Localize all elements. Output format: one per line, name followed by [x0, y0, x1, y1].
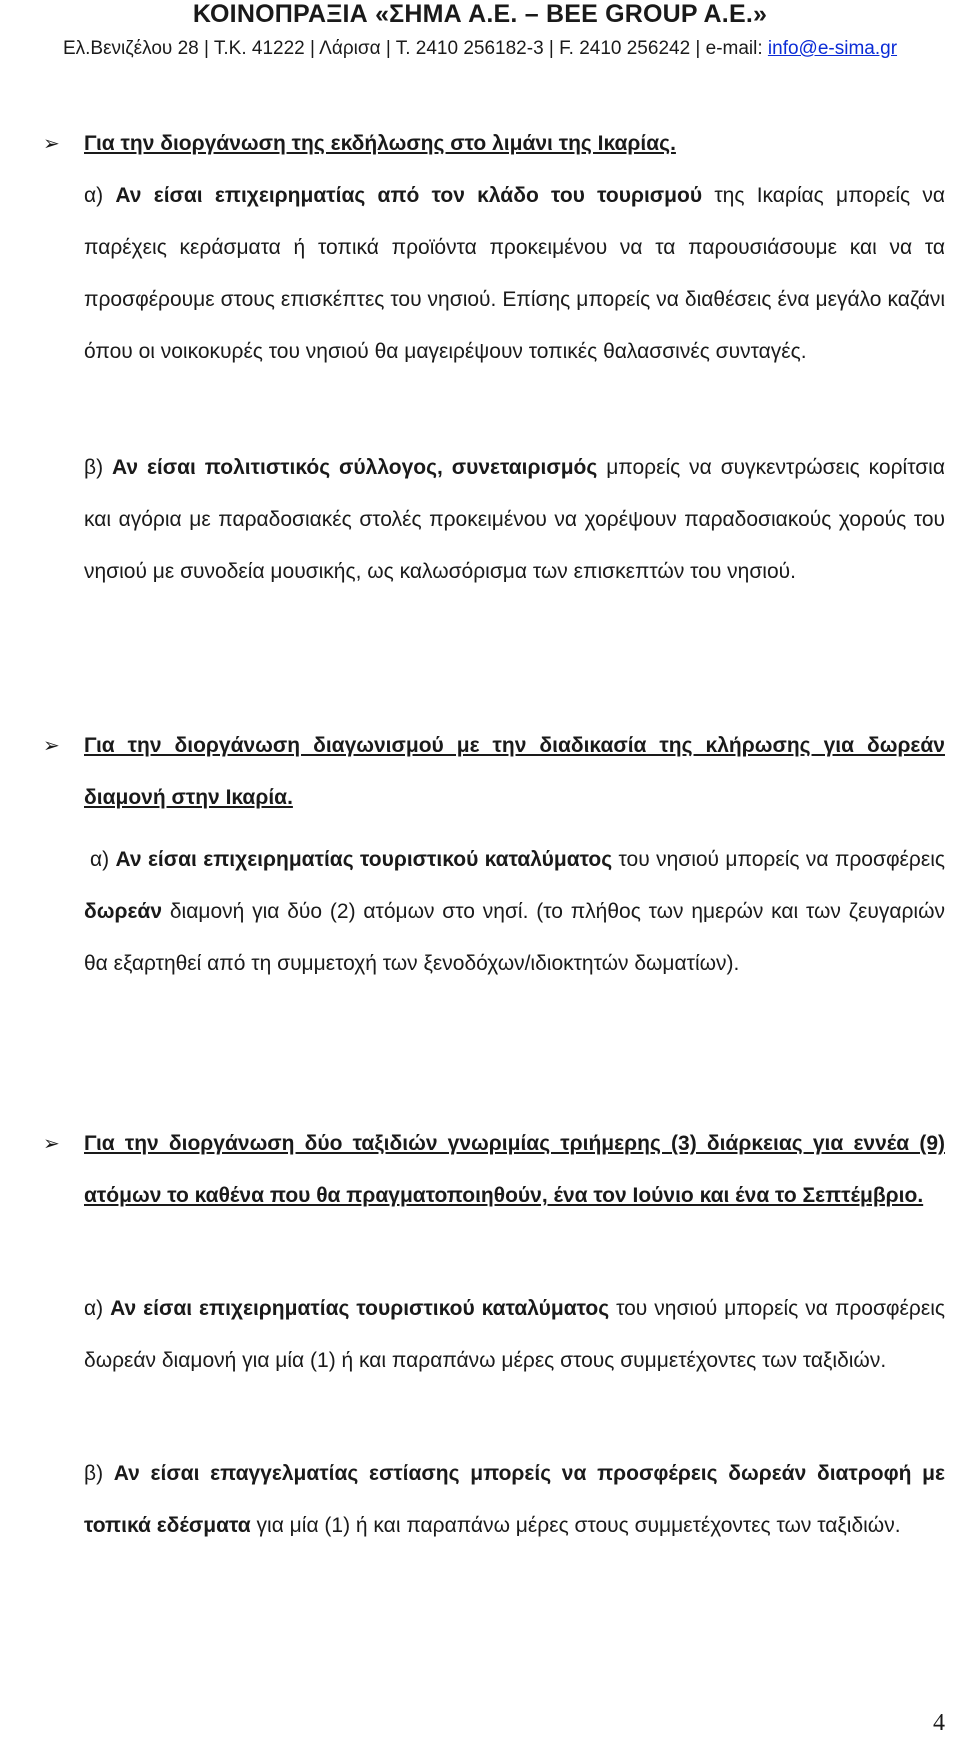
email-link[interactable]: info@e-sima.gr — [767, 38, 898, 59]
page-number: 4 — [933, 1710, 945, 1736]
paragraph — [84, 442, 945, 598]
paragraph-text: του νησιού μπορείς να προσφέρεις — [612, 848, 946, 871]
section-heading: Για την διοργάνωση διαγωνισμού με την διαδικασία της κλήρωσης για δωρεάν διαμονή στην Ικαρία. — [84, 734, 945, 809]
paragraph-prefix: β) — [84, 456, 112, 479]
letterhead-title: ΚΟΙΝΟΠΡΑΞΙΑ «ΣΗΜΑ Α.Ε. – BEE GROUP A.E.» — [192, 0, 768, 28]
bullet-arrow-icon: ➢ — [43, 1133, 60, 1155]
paragraph-prefix: α) — [84, 184, 116, 207]
paragraph — [84, 170, 945, 378]
paragraph — [84, 834, 945, 990]
paragraph-text: της Ικαρίας μπορείς να παρέχεις κεράσματα ή τοπικά προϊόντα προκειμένου να τα παρουσιάσουμε και να τα προσφέρουμε στους επισκέπτες του νησιού. Επίσης μπορείς να διαθέσεις ένα μεγάλο καζάνι όπου οι νοικοκυρές του νησιού θα μαγειρέψουν τοπικές θαλασσινές συνταγές. — [84, 184, 946, 363]
paragraph-prefix: α) — [84, 1297, 111, 1320]
paragraph-bold: Αν είσαι επαγγελματίας εστίασης μπορείς να προσφέρεις δωρεάν διατροφή με τοπικά εδέσματα — [84, 1462, 945, 1537]
paragraph-text: διαμονή για δύο (2) ατόμων στο νησί. (το πλήθος των ημερών και των ζευγαριών θα εξαρτηθεί από τη συμμετοχή των ξενοδόχων/ιδιοκτητών δωματίων). — [84, 900, 945, 975]
paragraph — [84, 1448, 945, 1552]
paragraph-bold: δωρεάν — [84, 900, 163, 923]
paragraph — [84, 1283, 945, 1387]
paragraph-text: του νησιού μπορείς να προσφέρεις δωρεάν διαμονή για μία (1) ή και παραπάνω μέρες στους συμμετέχοντες των ταξιδιών. — [84, 1297, 945, 1372]
section-heading: Για την διοργάνωση δύο ταξιδιών γνωριμίας τριήμερης (3) διάρκειας για εννέα (9) ατόμων το καθένα που θα πραγματοποιηθούν, ένα τον Ιούνιο και ένα το Σεπτέμβριο. — [84, 1132, 945, 1207]
bullet-arrow-icon: ➢ — [43, 133, 60, 155]
paragraph-bold: Αν είσαι επιχειρηματίας τουριστικού καταλύματος — [110, 1297, 610, 1320]
paragraph-bold: Αν είσαι επιχειρηματίας από τον κλάδο του τουρισμού — [115, 184, 703, 207]
letterhead-contact — [0, 38, 960, 60]
paragraph-text: μπορείς να συγκεντρώσεις κορίτσια και αγόρια με παραδοσιακές στολές προκειμένου να χορέψουν παραδοσιακούς χορούς του νησιού με συνοδεία μουσικής, ως καλωσόρισμα των επισκεπτών του νησιού. — [84, 456, 945, 583]
paragraph-prefix: α) — [90, 848, 116, 871]
section-heading: Για την διοργάνωση της εκδήλωσης στο λιμάνι της Ικαρίας. — [84, 132, 676, 155]
paragraph-bold: Αν είσαι επιχειρηματίας τουριστικού καταλύματος — [115, 848, 613, 871]
paragraph-bold: Αν είσαι πολιτιστικός σύλλογος, συνεταιρισμός — [111, 456, 598, 479]
contact-details: Ελ.Βενιζέλου 28 | Τ.Κ. 41222 | Λάρισα | Τ. 2410 256182-3 | F. 2410 256242 | e-mail: — [62, 38, 768, 59]
paragraph-text: για μία (1) ή και παραπάνω μέρες στους συμμετέχοντες των ταξιδιών. — [250, 1514, 901, 1537]
paragraph-prefix: β) — [84, 1462, 114, 1485]
bullet-arrow-icon: ➢ — [43, 735, 60, 757]
